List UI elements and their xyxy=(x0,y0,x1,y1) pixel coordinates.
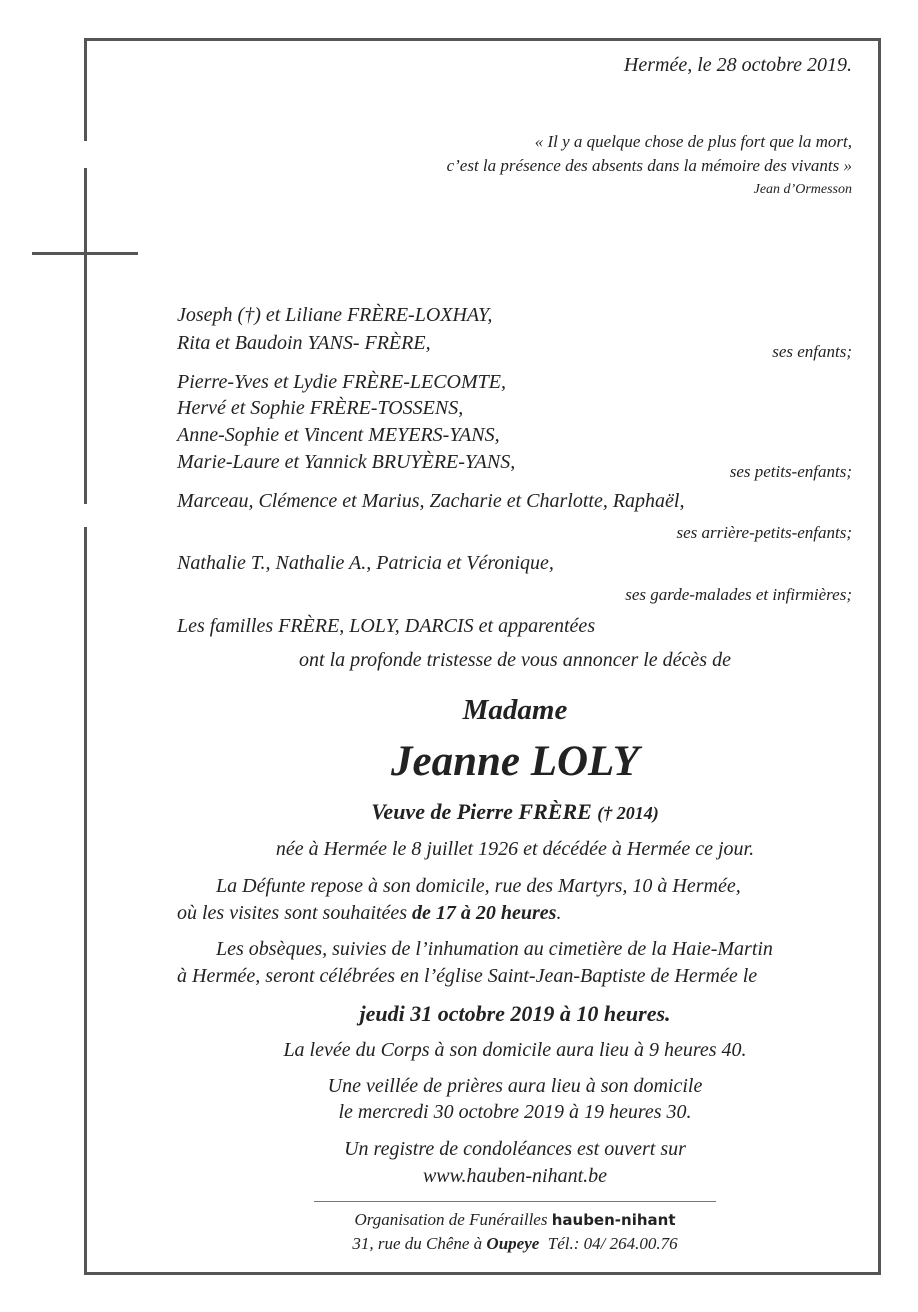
funeral-line-2: à Hermée, seront célébrées en l’église Saint-Jean-Baptiste de Hermée le xyxy=(177,965,758,987)
widow-of-year: († 2014) xyxy=(597,803,659,823)
children-name: Joseph (†) et Liliane FRÈRE-LOXHAY, xyxy=(177,304,493,326)
grandchildren-name: Anne-Sophie et Vincent MEYERS-YANS, xyxy=(177,424,500,446)
frame-left-bottom xyxy=(84,527,87,1275)
grandchildren-name: Hervé et Sophie FRÈRE-TOSSENS, xyxy=(177,397,464,419)
caregivers-names: Nathalie T., Nathalie A., Patricia et Véronique, xyxy=(177,552,554,574)
vigil-line-1: Une veillée de prières aura lieu à son domicile xyxy=(327,1075,703,1097)
caregivers-label: ses garde-malades et infirmières; xyxy=(625,585,852,604)
registry-url[interactable]: www.hauben-nihant.be xyxy=(422,1165,608,1187)
birth-death-line: née à Hermée le 8 juillet 1926 et décédée à Hermée ce jour. xyxy=(275,838,755,860)
footer-town: Oupeye xyxy=(486,1234,540,1253)
repose-line-2-end: . xyxy=(556,902,562,924)
footer-divider xyxy=(314,1201,716,1202)
repose-line-2 xyxy=(177,903,561,923)
grandchildren-name: Pierre-Yves et Lydie FRÈRE-LECOMTE, xyxy=(177,371,506,393)
funeral-datetime: jeudi 31 octobre 2019 à 10 heures. xyxy=(359,1001,671,1026)
grandchildren-label: ses petits-enfants; xyxy=(729,462,852,481)
children-label: ses enfants; xyxy=(772,342,852,361)
quote-author: Jean d’Ormesson xyxy=(753,182,852,197)
frame-right xyxy=(878,38,881,1275)
footer-org-text: Organisation de Funérailles xyxy=(354,1210,552,1229)
quote-line-2: c’est la présence des absents dans la mémoire des vivants » xyxy=(446,156,852,175)
footer-phone: Tél.: 04/ 264.00.76 xyxy=(539,1234,678,1253)
brand-name: hauben-nihant xyxy=(551,1211,676,1229)
footer-organisation xyxy=(165,1211,865,1228)
visiting-hours: de 17 à 20 heures xyxy=(411,902,557,924)
families-line: Les familles FRÈRE, LOLY, DARCIS et apparentées xyxy=(177,615,596,637)
quote-line-1: « Il y a quelque chose de plus fort que la mort, xyxy=(534,132,852,151)
repose-line-1: La Défunte repose à son domicile, rue des Martyrs, 10 à Hermée, xyxy=(216,875,741,897)
children-name: Rita et Baudoin YANS- FRÈRE, xyxy=(177,332,431,354)
frame-top xyxy=(84,38,881,41)
footer-address-text: 31, rue du Chêne à xyxy=(352,1234,487,1253)
registry-line: Un registre de condoléances est ouvert sur xyxy=(344,1138,686,1160)
announcement: ont la profonde tristesse de vous annoncer le décès de xyxy=(299,649,731,671)
dateline: Hermée, le 28 octobre 2019. xyxy=(623,54,852,76)
vigil-line-2: le mercredi 30 octobre 2019 à 19 heures 30. xyxy=(338,1101,692,1123)
footer-address xyxy=(165,1235,865,1252)
frame-left-top xyxy=(84,38,87,141)
great-grandchildren-label: ses arrière-petits-enfants; xyxy=(676,523,852,542)
repose-line-2-text: où les visites sont souhaitées xyxy=(177,902,412,924)
levee-line: La levée du Corps à son domicile aura lieu à 9 heures 40. xyxy=(283,1039,747,1061)
widow-of xyxy=(165,801,865,823)
cross-vertical xyxy=(84,168,87,504)
deceased-name: Jeanne LOLY xyxy=(390,738,639,785)
honorific: Madame xyxy=(462,694,568,726)
frame-bottom xyxy=(84,1272,881,1275)
cross-horizontal xyxy=(32,252,138,255)
great-grandchildren-names: Marceau, Clémence et Marius, Zacharie et Charlotte, Raphaël, xyxy=(177,490,685,512)
funeral-line-1: Les obsèques, suivies de l’inhumation au cimetière de la Haie-Martin xyxy=(216,938,773,960)
grandchildren-name: Marie-Laure et Yannick BRUYÈRE-YANS, xyxy=(177,451,516,473)
widow-of-text: Veuve de Pierre FRÈRE xyxy=(371,799,592,824)
